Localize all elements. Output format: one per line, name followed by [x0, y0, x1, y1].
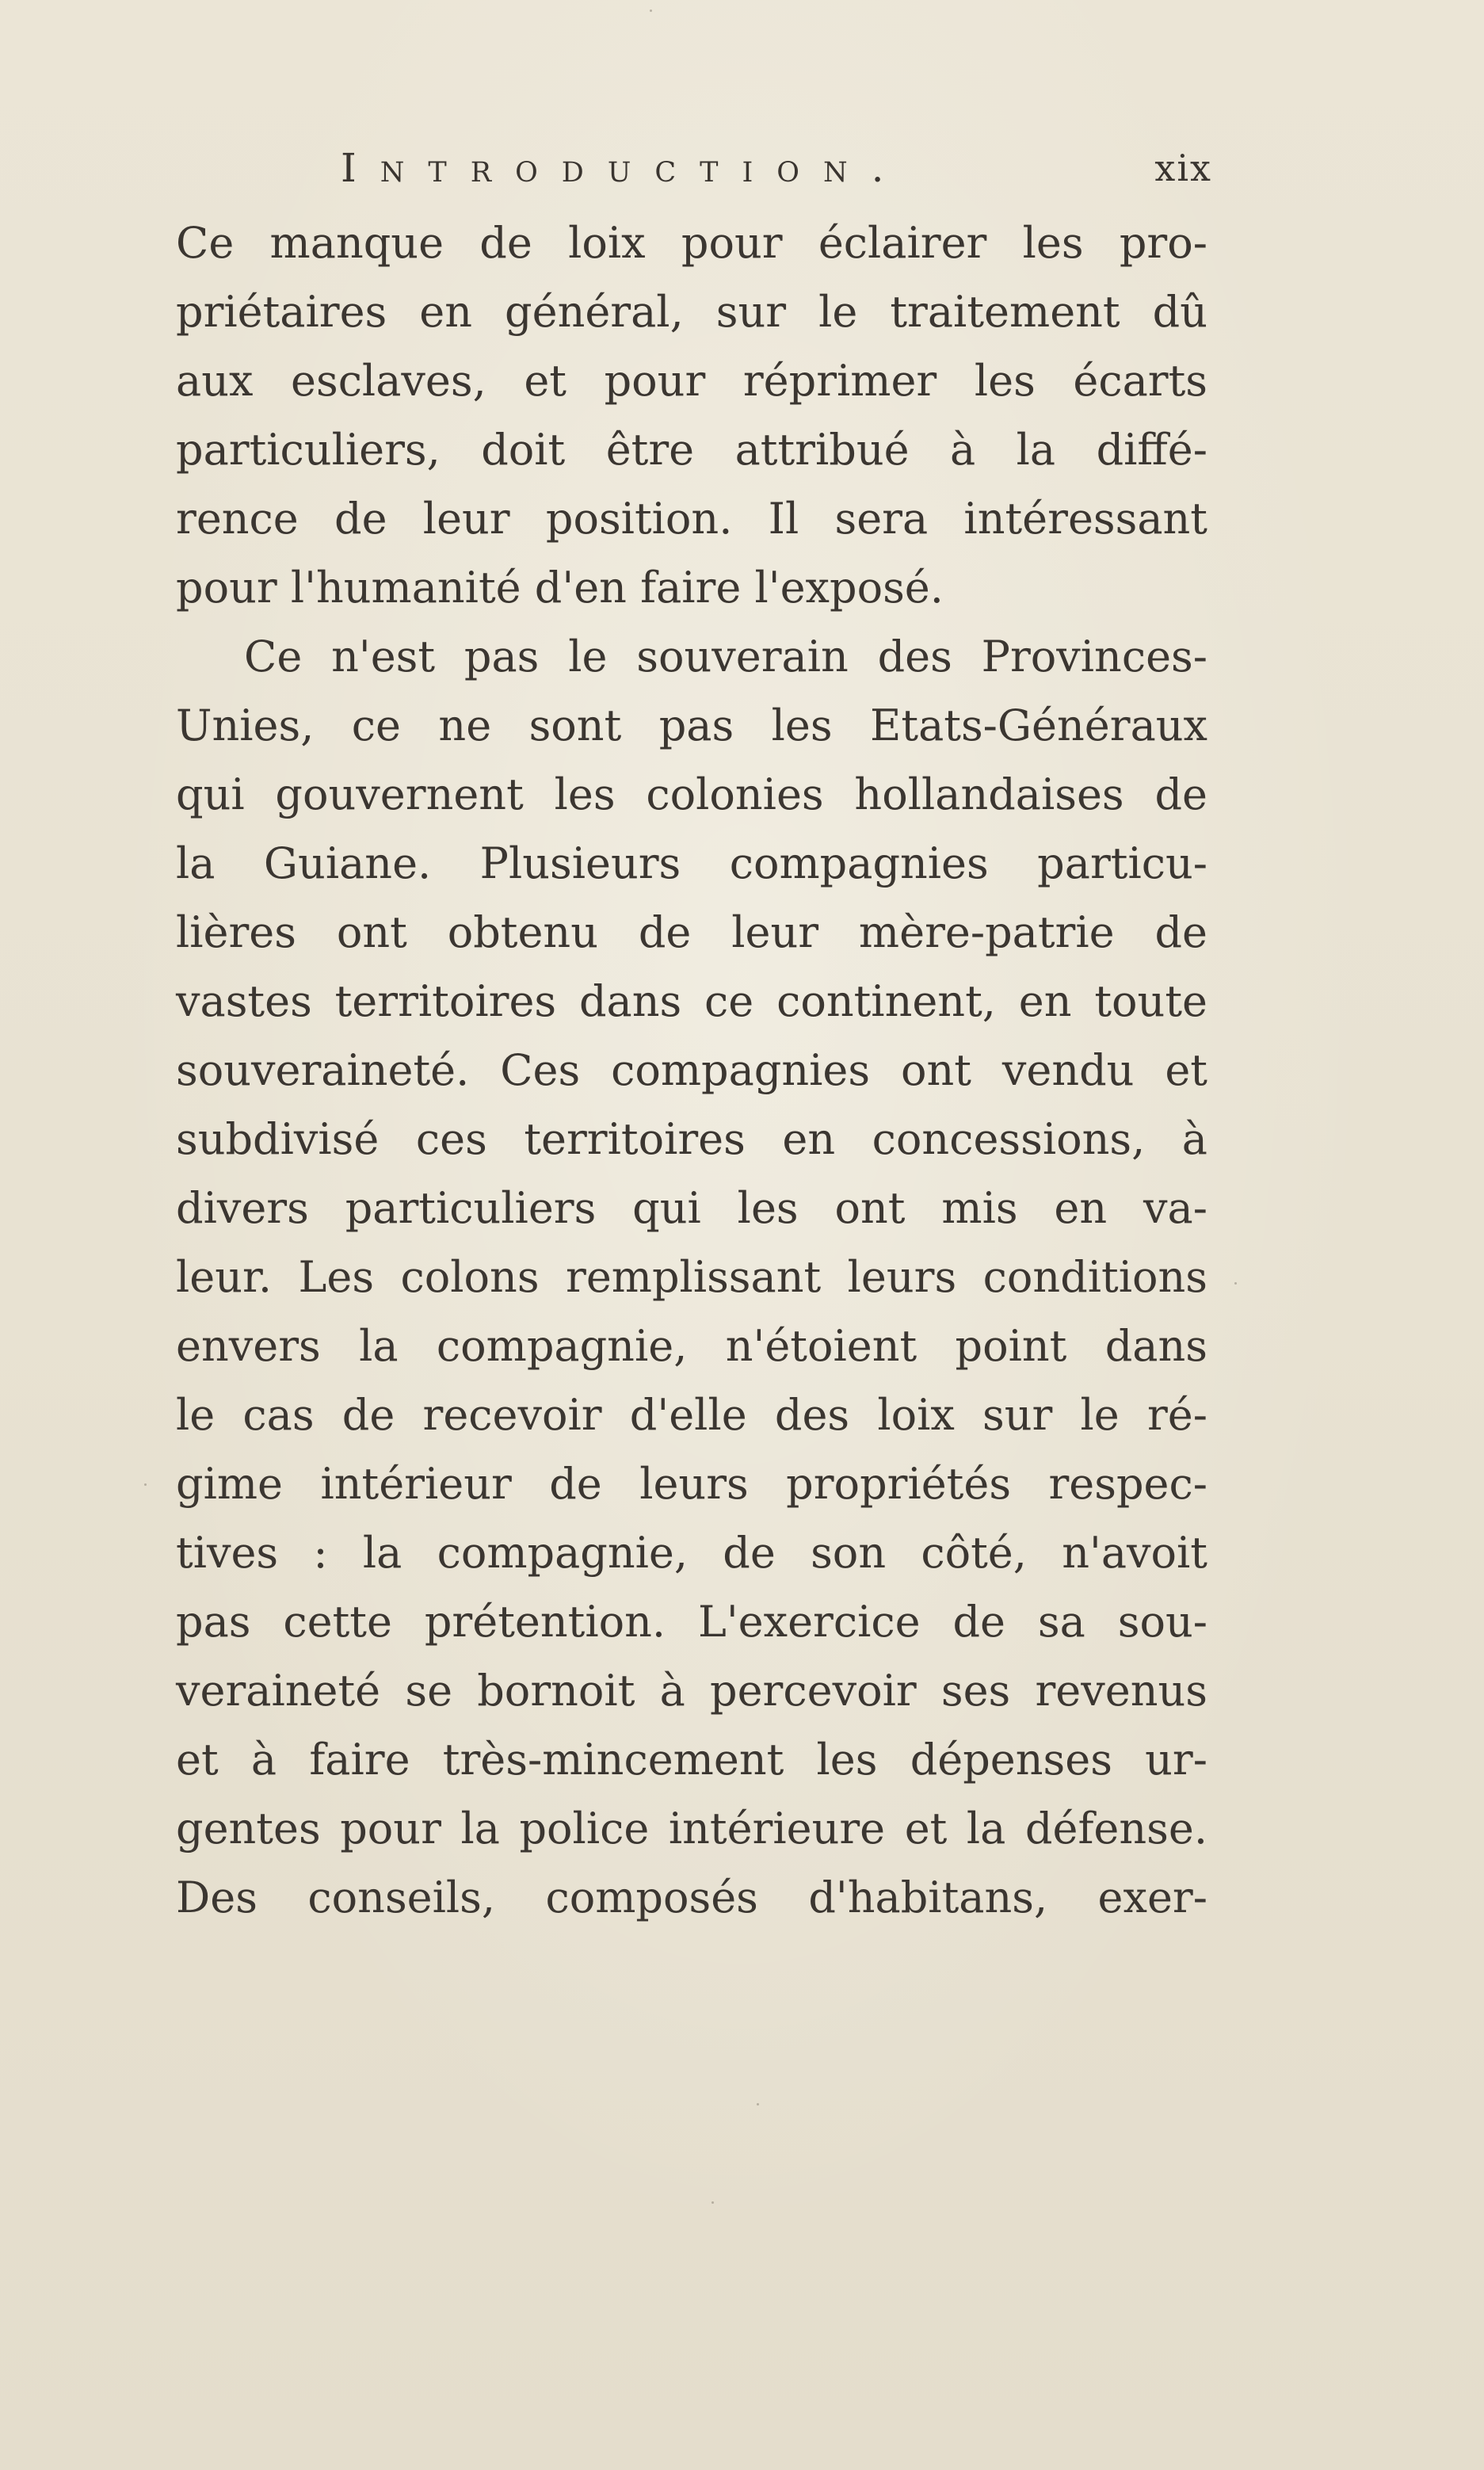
text-line: Ce manque de loix pour éclairer les pro-	[176, 218, 1207, 268]
text-line: leur. Les colons remplissant leurs conditions	[176, 1252, 1207, 1302]
text-line: Des conseils, composés d'habitans, exer-	[176, 1873, 1207, 1922]
paper-speck	[711, 2201, 714, 2204]
paper-speck	[757, 2103, 759, 2105]
text-line: aux esclaves, et pour réprimer les écarts	[176, 356, 1207, 406]
text-line: le cas de recevoir d'elle des loix sur le ré-	[176, 1390, 1207, 1440]
text-line: et à faire très-mincement les dépenses ur-	[176, 1735, 1207, 1785]
text-line: pas cette prétention. L'exercice de sa sou-	[176, 1597, 1207, 1647]
paper-speck	[1234, 1282, 1237, 1285]
text-line: Unies, ce ne sont pas les Etats-Généraux	[176, 701, 1207, 750]
text-line: gime intérieur de leurs propriétés respec-	[176, 1459, 1207, 1509]
paragraph-1	[176, 208, 1207, 622]
running-title: Introduction.	[341, 145, 908, 191]
text-line: la Guiane. Plusieurs compagnies particu-	[176, 838, 1207, 888]
text-line: Ce n'est pas le souverain des Provinces-	[244, 632, 1207, 681]
text-line: divers particuliers qui les ont mis en va-	[176, 1183, 1207, 1233]
paper-speck	[144, 1483, 147, 1486]
text-line: lières ont obtenu de leur mère-patrie de	[176, 907, 1207, 957]
text-line: qui gouvernent les colonies hollandaises de	[176, 769, 1207, 819]
text-line: priétaires en général, sur le traitement dû	[176, 287, 1207, 337]
text-line: particuliers, doit être attribué à la diffé-	[176, 425, 1207, 475]
text-line: rence de leur position. Il sera intéressant	[176, 494, 1207, 544]
text-line: tives : la compagnie, de son côté, n'avoit	[176, 1528, 1207, 1578]
text-line: envers la compagnie, n'étoient point dans	[176, 1321, 1207, 1371]
page-number: xix	[1154, 147, 1212, 189]
body-text	[176, 208, 1207, 1932]
paragraph-2	[176, 622, 1207, 1932]
running-head	[341, 136, 1212, 200]
text-line: subdivisé ces territoires en concessions, à	[176, 1114, 1207, 1164]
text-line: veraineté se bornoit à percevoir ses revenus	[176, 1666, 1207, 1716]
text-line: vastes territoires dans ce continent, en toute	[176, 976, 1207, 1026]
text-line: gentes pour la police intérieure et la défense.	[176, 1804, 1207, 1853]
paper-speck	[650, 10, 652, 12]
text-line: souveraineté. Ces compagnies ont vendu et	[176, 1045, 1207, 1095]
text-line: pour l'humanité d'en faire l'exposé.	[176, 563, 944, 613]
